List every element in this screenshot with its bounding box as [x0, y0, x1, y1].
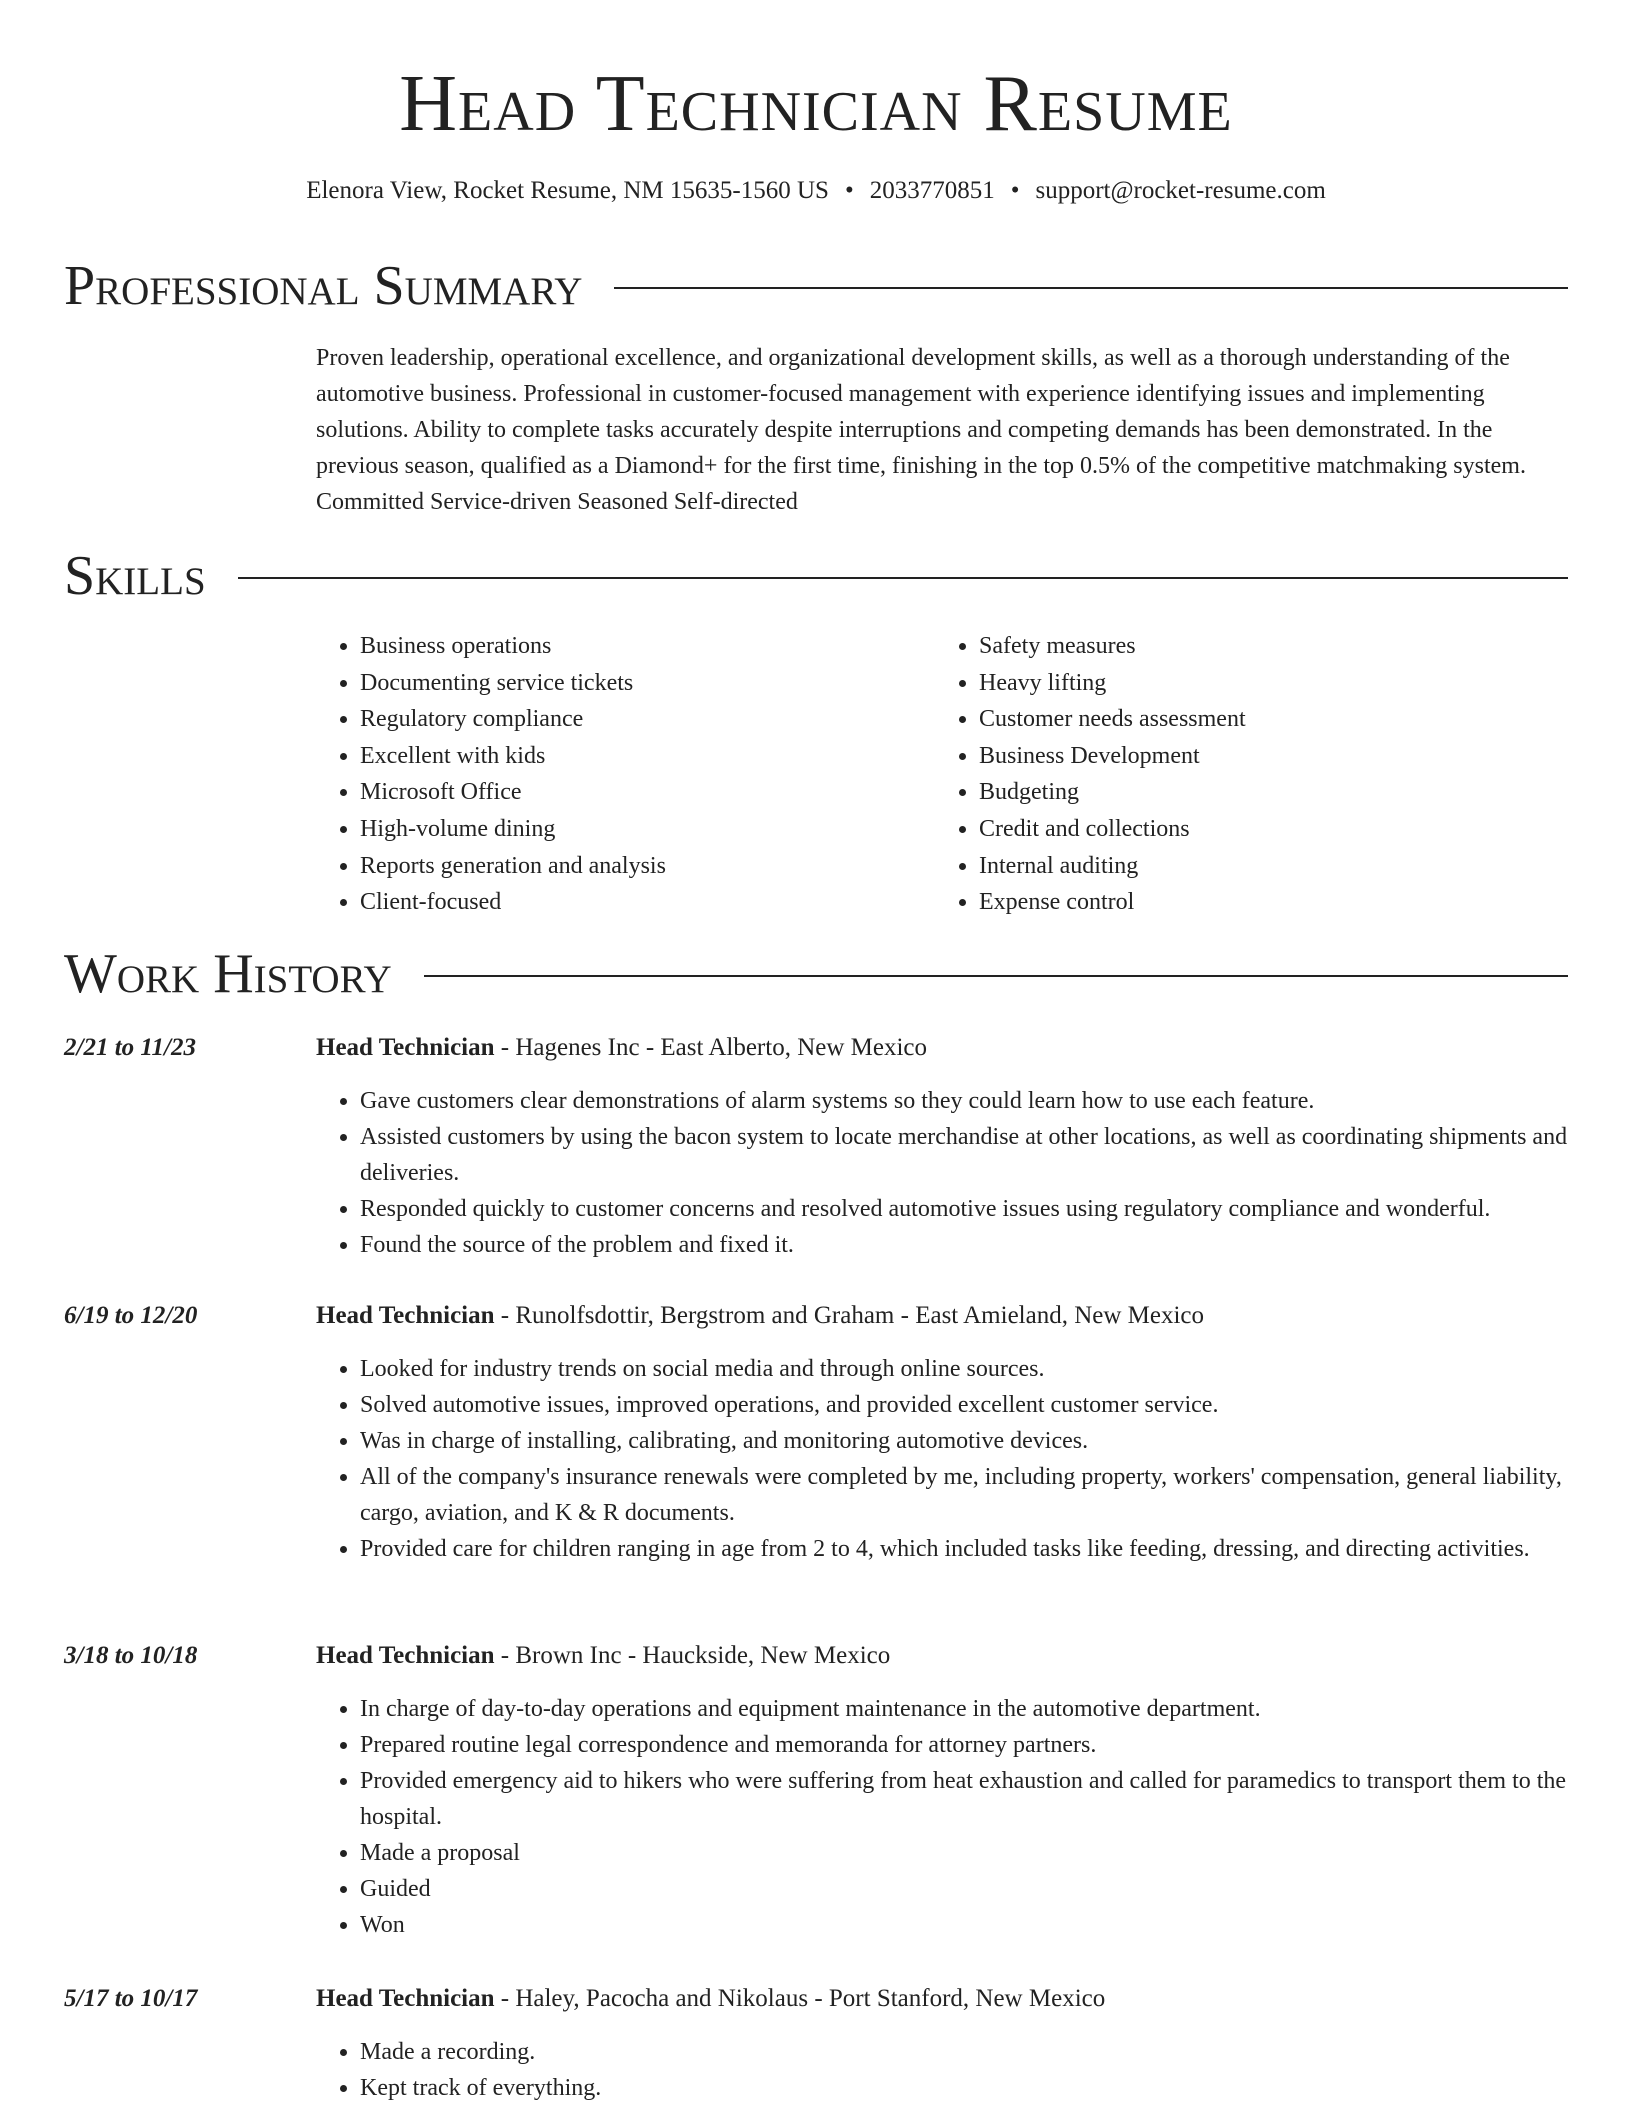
job-employer: - Haley, Pacocha and Nikolaus - Port Stanford, New Mexico [494, 1985, 1106, 2012]
duty-item: • Kept track of everything. [360, 2070, 1578, 2106]
skill-item: • Credit and collections [979, 811, 1554, 848]
duty-item: • Solved automotive issues, improved operations, and provided excellent customer service. [360, 1387, 1578, 1423]
skill-item: • Reports generation and analysis [360, 848, 935, 885]
duty-item: • Found the source of the problem and fixed it. [360, 1227, 1578, 1263]
job-header [316, 1639, 890, 1673]
duty-item: • Prepared routine legal correspondence and memoranda for attorney partners. [360, 1727, 1578, 1763]
duty-item: • Looked for industry trends on social media and through online sources. [360, 1351, 1578, 1387]
job-title: Head Technician [316, 1985, 495, 2012]
job-title: Head Technician [316, 1302, 495, 1329]
duty-item: • Gave customers clear demonstrations of alarm systems so they could learn how to use each feature. [360, 1083, 1578, 1119]
skills-heading: Skills [64, 545, 206, 607]
resume-title: Head Technician Resume [399, 60, 1233, 148]
duty-item: • Provided emergency aid to hikers who were suffering from heat exhaustion and called for paramedics to transport them to the hospital. [360, 1763, 1578, 1835]
skills-section-header [64, 544, 1568, 608]
duty-item: • Was in charge of installing, calibrating, and monitoring automotive devices. [360, 1423, 1578, 1459]
job-employer: - Brown Inc - Hauckside, New Mexico [494, 1642, 891, 1669]
section-divider [238, 577, 1568, 579]
job-dates: 2/21 to 11/23 [64, 1034, 196, 1061]
duty-item: • Assisted customers by using the bacon system to locate merchandise at other locations, as well as coordinating shipments and deliveries. [360, 1119, 1578, 1191]
job-employer: - Runolfsdottir, Bergstrom and Graham - East Amieland, New Mexico [494, 1302, 1205, 1329]
contact-address: Elenora View, Rocket Resume, NM 15635-1560 US [306, 177, 829, 204]
section-divider [424, 975, 1568, 977]
skill-item: • High-volume dining [360, 811, 935, 848]
skills-list [316, 628, 1578, 921]
skill-item: • Regulatory compliance [360, 701, 935, 738]
job-header [316, 1982, 1105, 2016]
job-header [316, 1031, 927, 1065]
skill-item: • Business operations [360, 628, 935, 665]
job-title: Head Technician [316, 1642, 495, 1669]
job-dates: 5/17 to 10/17 [64, 1985, 198, 2012]
job-duties [316, 1691, 1578, 1943]
skill-item: • Documenting service tickets [360, 665, 935, 702]
summary-heading: Professional Summary [64, 255, 583, 317]
job-duties [316, 2034, 1578, 2106]
skill-item: • Safety measures [979, 628, 1554, 665]
skill-item: • Budgeting [979, 774, 1554, 811]
skill-item: • Client-focused [360, 884, 935, 921]
contact-separator: • [844, 177, 854, 204]
job-duties [316, 1083, 1578, 1263]
duty-item: • All of the company's insurance renewals were completed by me, including property, workers' compensation, general liability, cargo, aviation, and K & R documents. [360, 1459, 1578, 1531]
job-title: Head Technician [316, 1034, 495, 1061]
section-divider [614, 287, 1568, 289]
contact-phone: 2033770851 [869, 177, 995, 204]
job-dates: 3/18 to 10/18 [64, 1642, 198, 1669]
duty-item: • Made a recording. [360, 2034, 1578, 2070]
duty-item: • In charge of day-to-day operations and equipment maintenance in the automotive department. [360, 1691, 1578, 1727]
work-heading: Work History [64, 943, 392, 1005]
work-section-header [64, 942, 1568, 1006]
summary-section-header [64, 254, 1568, 318]
summary-text: Proven leadership, operational excellence, and organizational development skills, as well as a thorough understanding of the automotive business. Professional in customer-focused management with experience identifying issues and implementing solutions. Ability to complete tasks accurately despite interruptions and competing demands has been demonstrated. In the previous season, qualified as a Diamond+ for the first time, finishing in the top 0.5% of the competitive matchmaking system. Committed Service-driven Seasoned Self-directed [316, 345, 1526, 515]
duty-item: • Guided [360, 1871, 1578, 1907]
duty-item: • Made a proposal [360, 1835, 1578, 1871]
skill-item: • Expense control [979, 884, 1554, 921]
job-header [316, 1299, 1204, 1333]
contact-separator: • [1010, 177, 1020, 204]
skill-item: • Customer needs assessment [979, 701, 1554, 738]
contact-line [0, 174, 1632, 208]
job-duties [316, 1351, 1578, 1567]
skill-item: • Business Development [979, 738, 1554, 775]
skill-item: • Excellent with kids [360, 738, 935, 775]
skills-column-right [935, 628, 1554, 921]
job-dates: 6/19 to 12/20 [64, 1302, 198, 1329]
duty-item: • Won [360, 1907, 1578, 1943]
skills-column-left [316, 628, 935, 921]
job-employer: - Hagenes Inc - East Alberto, New Mexico [494, 1034, 928, 1061]
skill-item: • Heavy lifting [979, 665, 1554, 702]
duty-item: • Responded quickly to customer concerns and resolved automotive issues using regulatory compliance and wonderful. [360, 1191, 1578, 1227]
skill-item: • Internal auditing [979, 848, 1554, 885]
duty-item: • Provided care for children ranging in age from 2 to 4, which included tasks like feeding, dressing, and directing activities. [360, 1531, 1578, 1567]
contact-email: support@rocket-resume.com [1035, 177, 1326, 204]
skill-item: • Microsoft Office [360, 774, 935, 811]
